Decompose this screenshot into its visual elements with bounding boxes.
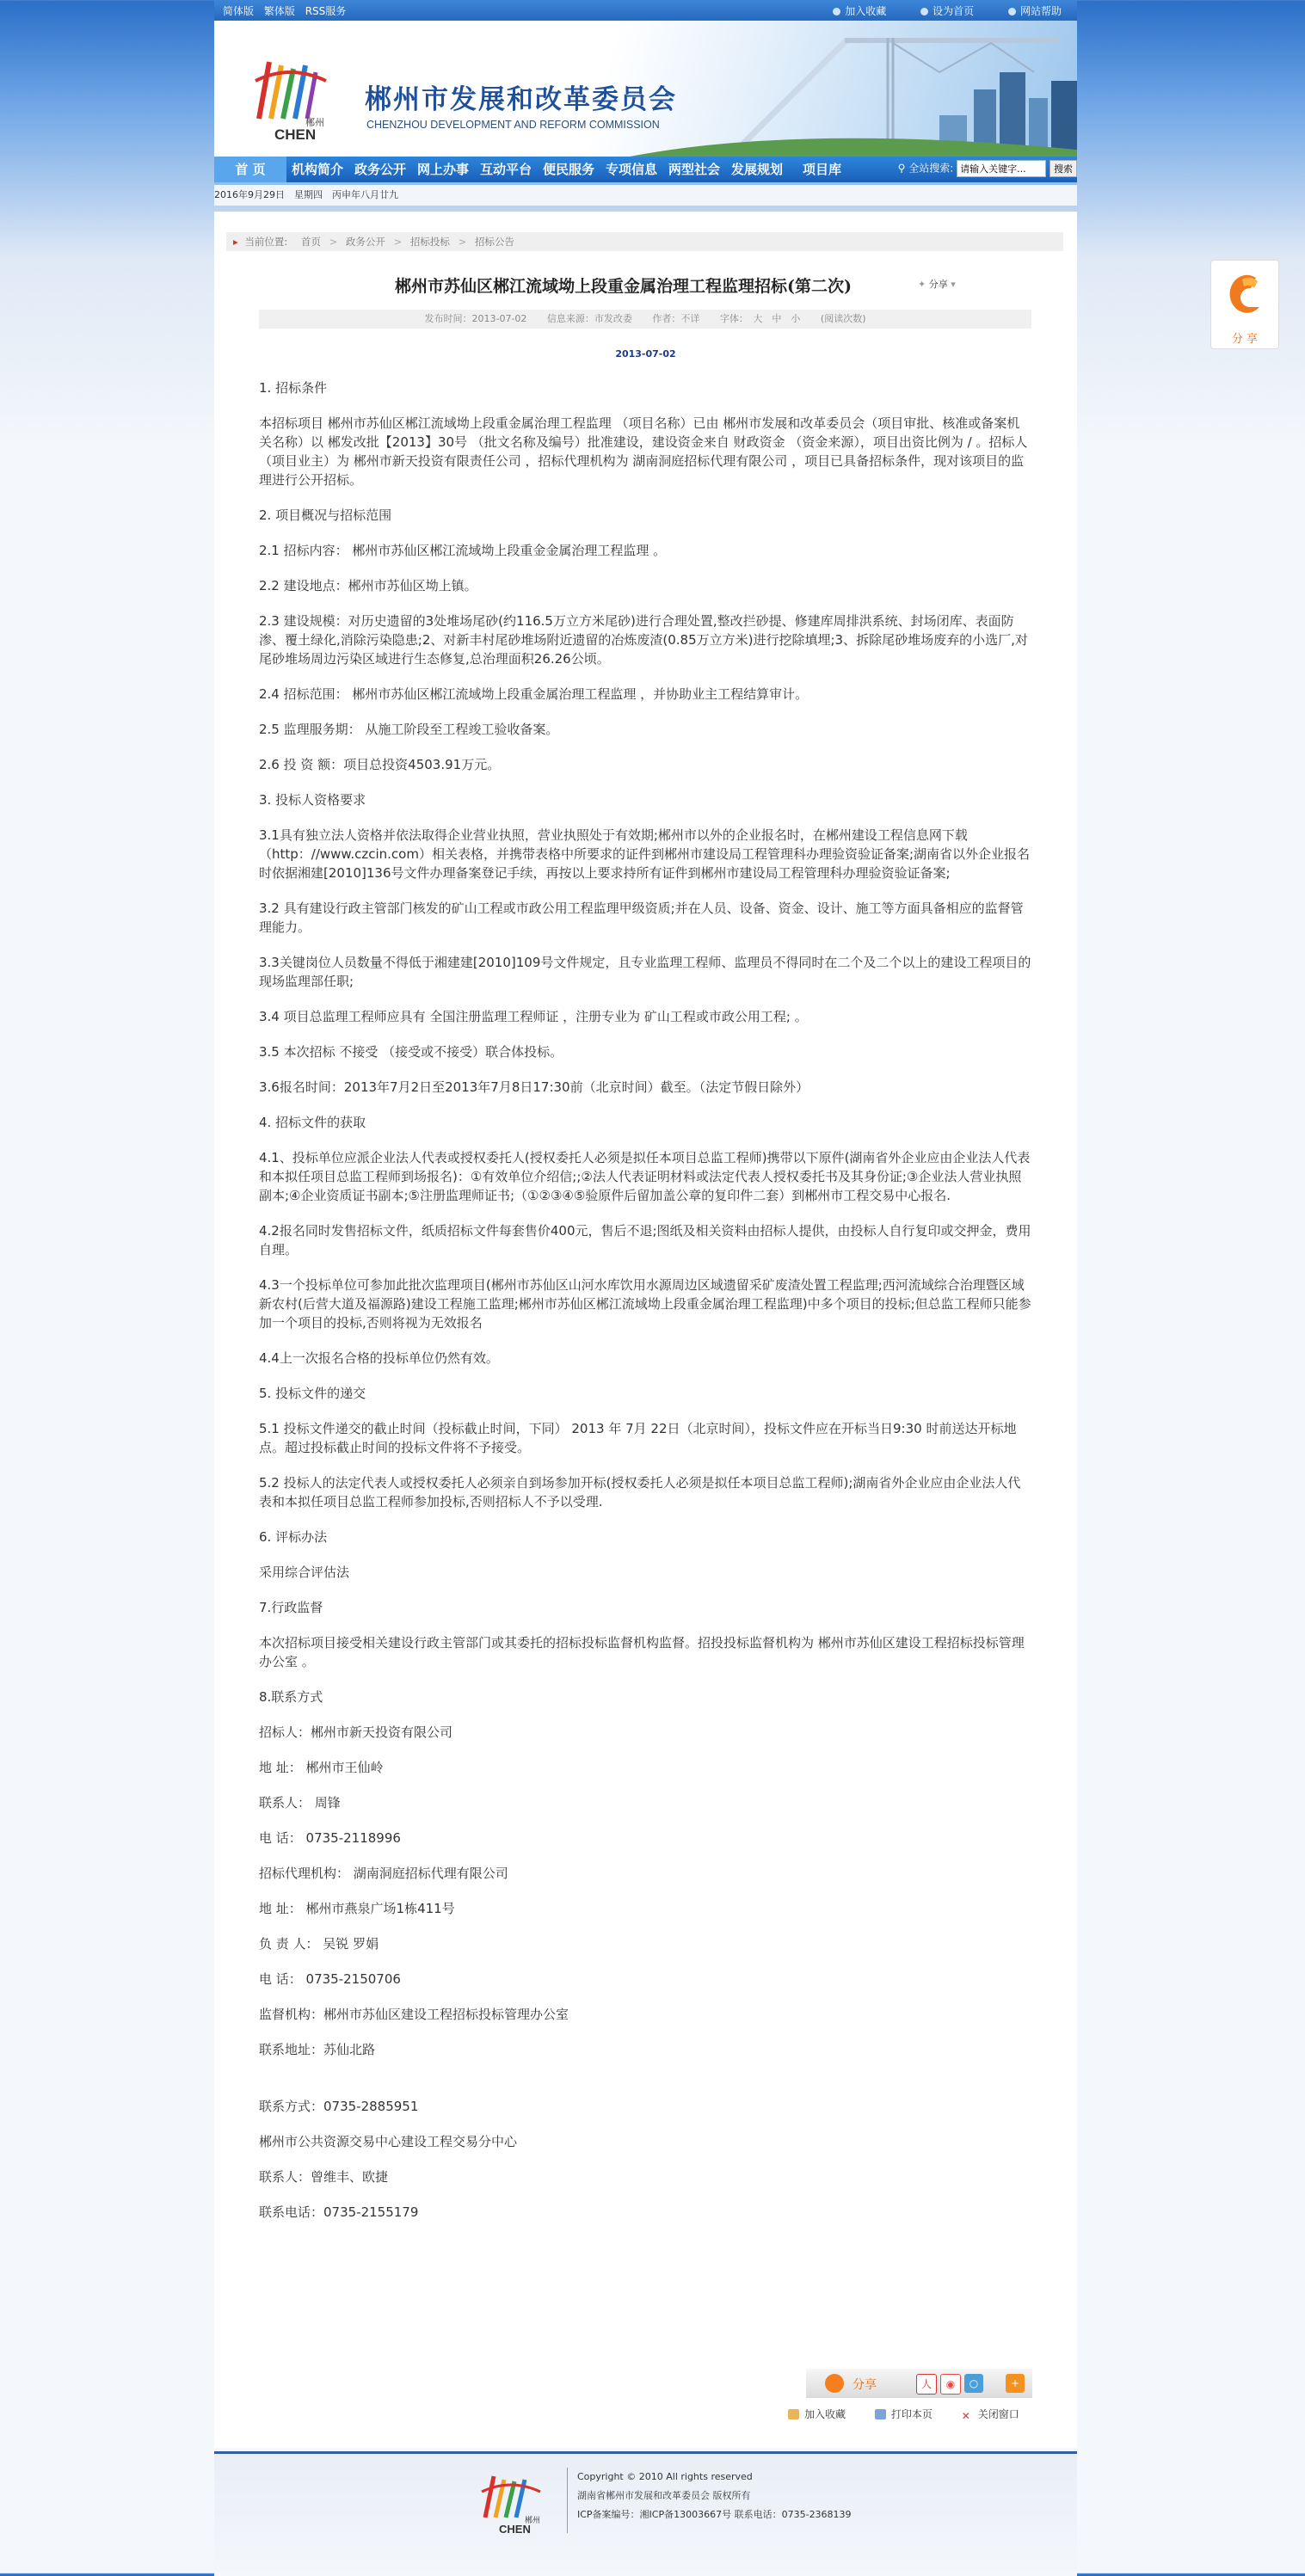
date-bar: 2016年9月29日 星期四 丙申年八月廿九 <box>214 185 1077 206</box>
site-footer <box>214 2451 1077 2576</box>
article-paragraph: 3.6报名时间：2013年7月2日至2013年7月8日17:30前（北京时间）截至。（法定节假日除外） <box>259 1079 809 1095</box>
breadcrumb-gov-affairs[interactable]: 政务公开 <box>345 236 385 248</box>
search-icon: ⚲ <box>897 162 906 175</box>
article-paragraph: 2.1 招标内容： 郴州市苏仙区郴江流域坳上段重金金属治理工程监理 。 <box>259 543 667 558</box>
page-tools <box>788 2407 1045 2421</box>
search-label: 全站搜索: <box>908 162 954 175</box>
breadcrumb-separator-icon: > <box>393 236 403 248</box>
floating-share-label: 分 享 <box>1231 333 1259 346</box>
breadcrumb-bidding[interactable]: 招标投标 <box>409 236 450 248</box>
article-paragraph: 8.联系方式 <box>259 1689 323 1705</box>
renren-share-icon[interactable]: 人 <box>916 2374 937 2395</box>
print-icon <box>875 2409 886 2419</box>
author: 作者：不详 <box>652 313 700 324</box>
article-paragraph: 2.2 建设地点：郴州市苏仙区坳上镇。 <box>259 578 477 593</box>
qq-share-icon[interactable]: ○ <box>964 2374 983 2393</box>
chevron-down-icon: ▾ <box>951 279 956 290</box>
article-paragraph: 电 话： 0735-2118996 <box>259 1830 401 1846</box>
article-paragraph: 本招标项目 郴州市苏仙区郴江流域坳上段重金属治理工程监理 （项目名称）已由 郴州市发展和改革委员会（项目审批、核准或备案机关名称）以 郴发改批【2013】30号 （批文名称及编号）批准建设，建设资金来自 财政资金 （资金来源），项目出资比例为 / 。招标人（项目业主）为 郴州市新天投资有限责任公司 ，招标代理机构为 湖南洞庭招标代理有限公司 ，项目已具备招标条件，现对该项目的监理进行公开招标。 <box>259 415 1028 488</box>
share-logo-icon <box>825 2374 844 2393</box>
article-date: 2013-07-02 <box>615 348 676 360</box>
article-body <box>259 378 1031 2238</box>
link-rss[interactable]: RSS服务 <box>305 5 347 17</box>
article-paragraph: 负 责 人： 吴锐 罗娟 <box>259 1936 379 1952</box>
article-paragraph: 联系人： 周锋 <box>259 1795 341 1811</box>
view-count: (阅读次数) <box>820 313 866 324</box>
search-button[interactable]: 搜索 <box>1050 160 1077 177</box>
article-paragraph: 5. 投标文件的递交 <box>259 1386 366 1401</box>
article-paragraph: 4.4上一次报名合格的投标单位仍然有效。 <box>259 1350 499 1366</box>
nav-item-gov-affairs[interactable]: 政务公开 <box>354 162 407 177</box>
site-logo[interactable] <box>247 46 342 141</box>
site-title: 郴州市发展和改革委员会 <box>365 84 677 115</box>
site-search <box>898 160 1077 177</box>
article-paragraph: 联系方式：0735-2885951 <box>259 2099 419 2114</box>
language-links <box>223 3 353 18</box>
content-card <box>214 212 1077 2448</box>
home-icon <box>920 8 928 15</box>
article-paragraph: 本次招标项目接受相关建设行政主管部门或其委托的招标投标监督机构监督。招投投标监督机构为 郴州市苏仙区建设工程招标投标管理办公室 。 <box>259 1635 1025 1669</box>
search-input[interactable] <box>957 160 1046 177</box>
font-size-switch[interactable]: 字体： 大 中 小 <box>719 313 801 324</box>
article-paragraph: 3.3关键岗位人员数量不得低于湘建建[2010]109号文件规定，且专业监理工程师、监理员不得同时在二个及二个以上的建设工程项目的现场监理部任职; <box>259 955 1031 989</box>
top-utility-bar <box>214 0 1077 21</box>
add-bookmark-button[interactable]: 加入收藏 <box>788 2408 846 2420</box>
article-paragraph: 联系地址：苏仙北路 <box>259 2042 376 2057</box>
article-paragraph: 联系电话：0735-2155179 <box>259 2204 419 2220</box>
close-icon: ✕ <box>961 2410 970 2422</box>
footer-logo-en: CHEN <box>499 2523 531 2535</box>
site-help-link[interactable]: 网站帮助 <box>1008 5 1062 17</box>
share-label[interactable]: 分享 <box>853 2378 877 2392</box>
footer-logo-cn: 郴州 <box>525 2517 541 2525</box>
breadcrumb-label: 当前位置: <box>244 236 288 248</box>
footer-text <box>577 2468 852 2524</box>
nav-item-online-services[interactable]: 网上办事 <box>417 162 470 177</box>
article-paragraph: 4.1、投标单位应派企业法人代表或授权委托人(授权委托人必须是拟任本项目总监工程师)携带以下原件(湖南省外企业应由企业法人代表和本拟任项目总监工程师到场报名)：①有效单位介绍信;;②法人代表证明材料或法定代表人授权委托书及其身份证;③企业法人营业执照副本;④企业资质证书副本;⑤注册监理师证书;（①②③④⑤验原件后留加盖公章的复印件二套）到郴州市工程交易中心报名. <box>259 1150 1031 1203</box>
nav-item-project-library[interactable]: 项目库 <box>803 162 842 177</box>
article-paragraph: 7.行政监督 <box>259 1600 323 1615</box>
article-paragraph: 郴州市公共资源交易中心建设工程交易分中心 <box>259 2134 518 2149</box>
breadcrumb-home[interactable]: 首页 <box>300 236 321 248</box>
main-nav <box>214 157 1077 185</box>
logo-cn-text: 郴州 <box>305 117 324 128</box>
article-paragraph: 联系人：曾维丰、欧捷 <box>259 2169 389 2185</box>
article-paragraph: 3. 投标人资格要求 <box>259 792 366 808</box>
article-paragraph: 电 话： 0735-2150706 <box>259 1971 401 1987</box>
breadcrumb <box>226 232 1063 251</box>
article-paragraph: 2.3 建设规模：对历史遗留的3处堆场尾砂(约116.5万立方米尾砂)进行合理处置,整改拦砂提、修建库周排洪系统、封场闭库、表面防渗、覆土绿化,消除污染隐患;2、对新丰村尾砂堆场附近遗留的冶炼废渣(0.85万立方米)进行挖除填埋;3、拆除尾砂堆场废弃的小选厂,对尾砂堆场周边污染区域进行生态修复,总治理面积26.26公顷。 <box>259 613 1028 667</box>
bookmark-icon <box>788 2409 799 2419</box>
share-mini-button[interactable]: ✦ 分享 ▾ <box>918 279 956 290</box>
add-favorite-link[interactable]: 加入收藏 <box>833 5 886 17</box>
info-source: 信息来源：市发改委 <box>546 313 632 324</box>
nav-item-about[interactable]: 机构简介 <box>292 162 344 177</box>
article-paragraph: 5.1 投标文件递交的截止时间（投标截止时间，下同） 2013 年 7月 22日（北京时间），投标文件应在开标当日9:30 时前送达开标地点。超过投标截止时间的投标文件将不予接受。 <box>259 1421 1017 1455</box>
article-paragraph: 3.2 具有建设行政主管部门核发的矿山工程或市政公用工程监理甲级资质;并在人员、设备、资金、设计、施工等方面具备相应的监督管理能力。 <box>259 901 1024 935</box>
share-mini-icon: ✦ <box>918 279 926 290</box>
icp-line: ICP备案编号：湘ICP备13003667号 联系电话：0735-2368139 <box>577 2509 852 2520</box>
article-paragraph: 4. 招标文件的获取 <box>259 1115 366 1130</box>
site-subtitle: CHENZHOU DEVELOPMENT AND REFORM COMMISSION <box>366 119 660 131</box>
article-title: 郴州市苏仙区郴江流域坳上段重金属治理工程监理招标(第二次) <box>395 277 852 296</box>
floating-share-button[interactable] <box>1210 260 1279 349</box>
article-paragraph: 3.1具有独立法人资格并依法取得企业营业执照，营业执照处于有效期;郴州市以外的企业报名时，在郴州建设工程信息网下载（http：//www.czcin.com）相关表格，并携带表格中所要求的证件到郴州市建设局工程管理科办理验资验证备案;湖南省以外企业报名时依据湘建[2010]136号文件办理备案登记手续，再按以上要求持所有证件到郴州市建设局工程管理科办理验资验证备案; <box>259 827 1030 881</box>
article-paragraph: 采用综合评估法 <box>259 1565 350 1580</box>
article-paragraph: 4.3一个投标单位可参加此批次监理项目(郴州市苏仙区山河水库饮用水源周边区域遗留采矿废渣处置工程监理;西河流域综合治理暨区域新农村(后营大道及福源路)建设工程施工监理;郴州市苏仙区郴江流域坳上段重金属治理工程监理)中多个项目的投标;但总监工程师只能参加一个项目的投标,否则将视为无效报名 <box>259 1277 1031 1331</box>
city-skyline-illustration <box>630 21 1077 157</box>
weibo-share-icon[interactable]: ◉ <box>940 2374 961 2395</box>
owner-line: 湖南省郴州市发展和改革委员会 版权所有 <box>577 2490 751 2501</box>
utility-links <box>802 3 1062 18</box>
article-paragraph: 2.4 招标范围： 郴州市苏仙区郴江流域坳上段重金属治理工程监理 ，并协助业主工程结算审计。 <box>259 686 809 702</box>
link-simplified[interactable]: 简体版 <box>223 5 255 17</box>
nav-item-special-info[interactable]: 专项信息 <box>606 162 658 177</box>
article-paragraph: 招标人：郴州市新天投资有限公司 <box>259 1725 453 1740</box>
article-paragraph: 1. 招标条件 <box>259 380 328 396</box>
breadcrumb-bid-notice[interactable]: 招标公告 <box>474 236 514 248</box>
article-paragraph: 地 址： 郴州市王仙岭 <box>259 1760 384 1775</box>
breadcrumb-separator-icon: > <box>329 236 338 248</box>
footer-divider <box>567 2468 568 2533</box>
site-banner <box>214 21 1077 157</box>
set-homepage-link[interactable]: 设为首页 <box>920 5 974 17</box>
breadcrumb-arrow-icon: ▸ <box>233 236 238 248</box>
logo-en-text: CHEN <box>274 126 317 141</box>
article-paragraph: 2. 项目概况与招标范围 <box>259 507 392 523</box>
article-paragraph: 5.2 投标人的法定代表人或授权委托人必须亲自到场参加开标(授权委托人必须是拟任本项目总监工程师);湖南省外企业应由企业法人代表和本拟任项目总监工程师参加投标,否则招标人不予以受理. <box>259 1475 1021 1509</box>
article-paragraph: 招标代理机构： 湖南洞庭招标代理有限公司 <box>259 1866 508 1881</box>
more-share-icon[interactable]: + <box>1006 2374 1025 2393</box>
article-paragraph: 3.5 本次招标 不接受 （接受或不接受）联合体投标。 <box>259 1044 563 1060</box>
print-button[interactable]: 打印本页 <box>875 2408 933 2420</box>
nav-item-planning[interactable]: 发展规划 <box>731 162 784 177</box>
link-traditional[interactable]: 繁体版 <box>263 5 295 17</box>
footer-logo <box>477 2466 554 2535</box>
close-window-button[interactable]: ✕ 关闭窗口 <box>961 2408 1019 2422</box>
article-paragraph: 地 址： 郴州市燕泉广场1栋411号 <box>259 1901 455 1916</box>
article-paragraph: 4.2报名同时发售招标文件，纸质招标文件每套售价400元，售后不退;图纸及相关资料由招标人提供，由投标人自行复印或交押金，费用自理。 <box>259 1223 1031 1257</box>
breadcrumb-separator-icon: > <box>458 236 467 248</box>
article-paragraph: 2.5 监理服务期： 从施工阶段至工程竣工验收备案。 <box>259 722 559 737</box>
article-paragraph: 6. 评标办法 <box>259 1529 328 1545</box>
page-wrapper <box>214 0 1077 2422</box>
article-paragraph: 3.4 项目总监理工程师应具有 全国注册监理工程师证 ，注册专业为 矿山工程或市政公用工程; 。 <box>259 1009 808 1024</box>
help-icon <box>1008 8 1016 15</box>
article-paragraph: 监督机构：郴州市苏仙区建设工程招标投标管理办公室 <box>259 2007 569 2022</box>
nav-item-interaction[interactable]: 互动平台 <box>480 162 532 177</box>
copyright-line: Copyright © 2010 All rights reserved <box>577 2471 753 2482</box>
nav-item-home[interactable]: 首 页 <box>214 157 286 182</box>
share-toolbar <box>806 2369 1032 2398</box>
publish-time: 发布时间：2013-07-02 <box>424 313 527 324</box>
nav-item-public-service[interactable]: 便民服务 <box>543 162 595 177</box>
nav-item-two-type-society[interactable]: 两型社会 <box>668 162 721 177</box>
share-logo-icon <box>1223 269 1266 321</box>
favorite-icon <box>833 8 840 15</box>
article-paragraph: 2.6 投 资 额：项目总投资4503.91万元。 <box>259 757 501 772</box>
article-meta <box>259 310 1031 329</box>
